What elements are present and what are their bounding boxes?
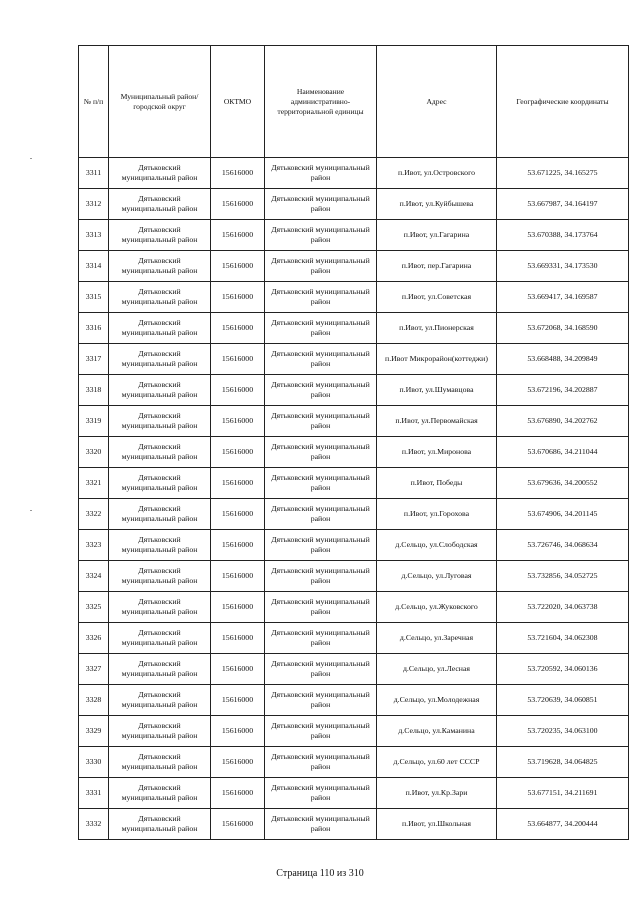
address-cell: п.Ивот, ул.Островского <box>377 158 497 189</box>
unit-name-cell: Дятьковский муниципальный район <box>265 282 377 313</box>
coordinates-cell: 53.720235, 34.063100 <box>497 716 629 747</box>
coordinates-cell: 53.671225, 34.165275 <box>497 158 629 189</box>
coordinates-cell: 53.669417, 34.169587 <box>497 282 629 313</box>
row-number: 3317 <box>79 344 109 375</box>
table-row <box>79 592 629 623</box>
coordinates-cell: 53.667987, 34.164197 <box>497 189 629 220</box>
row-number: 3314 <box>79 251 109 282</box>
district-cell: Дятьковский муниципальный район <box>109 530 211 561</box>
row-number: 3330 <box>79 747 109 778</box>
address-cell: п.Ивот, ул.Миронова <box>377 437 497 468</box>
table-row <box>79 282 629 313</box>
coordinates-cell: 53.722020, 34.063738 <box>497 592 629 623</box>
table-row <box>79 251 629 282</box>
table-row <box>79 623 629 654</box>
col-header-number: № п/п <box>79 46 109 158</box>
oktmo-cell: 15616000 <box>211 809 265 840</box>
coordinates-cell: 53.721604, 34.062308 <box>497 623 629 654</box>
coordinates-cell: 53.670388, 34.173764 <box>497 220 629 251</box>
oktmo-cell: 15616000 <box>211 375 265 406</box>
col-header-unit-name: Наименование административно-территориальной единицы <box>265 46 377 158</box>
coordinates-cell: 53.719628, 34.064825 <box>497 747 629 778</box>
table-row <box>79 685 629 716</box>
oktmo-cell: 15616000 <box>211 437 265 468</box>
table-row <box>79 344 629 375</box>
row-number: 3312 <box>79 189 109 220</box>
unit-name-cell: Дятьковский муниципальный район <box>265 623 377 654</box>
district-cell: Дятьковский муниципальный район <box>109 251 211 282</box>
address-cell: д.Сельцо, ул.Молодежная <box>377 685 497 716</box>
table-row <box>79 530 629 561</box>
unit-name-cell: Дятьковский муниципальный район <box>265 468 377 499</box>
table-row <box>79 468 629 499</box>
row-number: 3322 <box>79 499 109 530</box>
district-cell: Дятьковский муниципальный район <box>109 158 211 189</box>
address-cell: д.Сельцо, ул.Лесная <box>377 654 497 685</box>
table-row <box>79 375 629 406</box>
district-cell: Дятьковский муниципальный район <box>109 592 211 623</box>
oktmo-cell: 15616000 <box>211 654 265 685</box>
unit-name-cell: Дятьковский муниципальный район <box>265 716 377 747</box>
scan-mark <box>30 510 32 511</box>
row-number: 3332 <box>79 809 109 840</box>
table-row <box>79 437 629 468</box>
table-row <box>79 499 629 530</box>
unit-name-cell: Дятьковский муниципальный район <box>265 499 377 530</box>
oktmo-cell: 15616000 <box>211 716 265 747</box>
address-cell: п.Ивот, ул.Пионерская <box>377 313 497 344</box>
oktmo-cell: 15616000 <box>211 623 265 654</box>
unit-name-cell: Дятьковский муниципальный район <box>265 747 377 778</box>
table-row <box>79 189 629 220</box>
table-row <box>79 406 629 437</box>
unit-name-cell: Дятьковский муниципальный район <box>265 778 377 809</box>
col-header-district: Муниципальный район/городской округ <box>109 46 211 158</box>
col-header-oktmo: ОКТМО <box>211 46 265 158</box>
address-cell: д.Сельцо, ул.60 лет СССР <box>377 747 497 778</box>
unit-name-cell: Дятьковский муниципальный район <box>265 561 377 592</box>
oktmo-cell: 15616000 <box>211 251 265 282</box>
coordinates-cell: 53.672068, 34.168590 <box>497 313 629 344</box>
coordinates-cell: 53.669331, 34.173530 <box>497 251 629 282</box>
district-cell: Дятьковский муниципальный район <box>109 375 211 406</box>
header-row <box>79 46 629 158</box>
district-cell: Дятьковский муниципальный район <box>109 561 211 592</box>
registry-table <box>78 45 629 840</box>
table-row <box>79 716 629 747</box>
district-cell: Дятьковский муниципальный район <box>109 809 211 840</box>
district-cell: Дятьковский муниципальный район <box>109 623 211 654</box>
coordinates-cell: 53.720592, 34.060136 <box>497 654 629 685</box>
address-cell: п.Ивот, Победы <box>377 468 497 499</box>
unit-name-cell: Дятьковский муниципальный район <box>265 220 377 251</box>
address-cell: д.Сельцо, ул.Жуковского <box>377 592 497 623</box>
address-cell: п.Ивот, ул.Школьная <box>377 809 497 840</box>
oktmo-cell: 15616000 <box>211 499 265 530</box>
row-number: 3316 <box>79 313 109 344</box>
oktmo-cell: 15616000 <box>211 778 265 809</box>
district-cell: Дятьковский муниципальный район <box>109 220 211 251</box>
address-cell: п.Ивот, ул.Советская <box>377 282 497 313</box>
unit-name-cell: Дятьковский муниципальный район <box>265 344 377 375</box>
district-cell: Дятьковский муниципальный район <box>109 499 211 530</box>
scan-mark <box>30 158 32 159</box>
oktmo-cell: 15616000 <box>211 468 265 499</box>
table-row <box>79 158 629 189</box>
unit-name-cell: Дятьковский муниципальный район <box>265 437 377 468</box>
district-cell: Дятьковский муниципальный район <box>109 778 211 809</box>
unit-name-cell: Дятьковский муниципальный район <box>265 375 377 406</box>
row-number: 3327 <box>79 654 109 685</box>
district-cell: Дятьковский муниципальный район <box>109 747 211 778</box>
row-number: 3323 <box>79 530 109 561</box>
unit-name-cell: Дятьковский муниципальный район <box>265 809 377 840</box>
unit-name-cell: Дятьковский муниципальный район <box>265 313 377 344</box>
address-cell: п.Ивот, пер.Гагарина <box>377 251 497 282</box>
district-cell: Дятьковский муниципальный район <box>109 282 211 313</box>
coordinates-cell: 53.676890, 34.202762 <box>497 406 629 437</box>
unit-name-cell: Дятьковский муниципальный район <box>265 592 377 623</box>
oktmo-cell: 15616000 <box>211 220 265 251</box>
row-number: 3329 <box>79 716 109 747</box>
table-row <box>79 654 629 685</box>
table-row <box>79 809 629 840</box>
address-cell: п.Ивот, ул.Куйбышева <box>377 189 497 220</box>
address-cell: п.Ивот, ул.Шумавцова <box>377 375 497 406</box>
address-cell: п.Ивот, ул.Гагарина <box>377 220 497 251</box>
table-row <box>79 561 629 592</box>
row-number: 3321 <box>79 468 109 499</box>
unit-name-cell: Дятьковский муниципальный район <box>265 685 377 716</box>
oktmo-cell: 15616000 <box>211 313 265 344</box>
oktmo-cell: 15616000 <box>211 189 265 220</box>
row-number: 3328 <box>79 685 109 716</box>
district-cell: Дятьковский муниципальный район <box>109 468 211 499</box>
address-cell: д.Сельцо, ул.Слободская <box>377 530 497 561</box>
coordinates-cell: 53.679636, 34.200552 <box>497 468 629 499</box>
coordinates-cell: 53.668488, 34.209849 <box>497 344 629 375</box>
unit-name-cell: Дятьковский муниципальный район <box>265 251 377 282</box>
coordinates-cell: 53.732856, 34.052725 <box>497 561 629 592</box>
row-number: 3319 <box>79 406 109 437</box>
district-cell: Дятьковский муниципальный район <box>109 344 211 375</box>
oktmo-cell: 15616000 <box>211 406 265 437</box>
coordinates-cell: 53.674906, 34.201145 <box>497 499 629 530</box>
oktmo-cell: 15616000 <box>211 561 265 592</box>
coordinates-cell: 53.664877, 34.200444 <box>497 809 629 840</box>
unit-name-cell: Дятьковский муниципальный район <box>265 189 377 220</box>
table-row <box>79 778 629 809</box>
row-number: 3326 <box>79 623 109 654</box>
coordinates-cell: 53.677151, 34.211691 <box>497 778 629 809</box>
district-cell: Дятьковский муниципальный район <box>109 654 211 685</box>
row-number: 3311 <box>79 158 109 189</box>
row-number: 3315 <box>79 282 109 313</box>
district-cell: Дятьковский муниципальный район <box>109 437 211 468</box>
address-cell: п.Ивот, ул.Кр.Зари <box>377 778 497 809</box>
col-header-address: Адрес <box>377 46 497 158</box>
district-cell: Дятьковский муниципальный район <box>109 716 211 747</box>
unit-name-cell: Дятьковский муниципальный район <box>265 158 377 189</box>
table-row <box>79 220 629 251</box>
coordinates-cell: 53.720639, 34.060851 <box>497 685 629 716</box>
col-header-coordinates: Географические координаты <box>497 46 629 158</box>
address-cell: д.Сельцо, ул.Каманина <box>377 716 497 747</box>
unit-name-cell: Дятьковский муниципальный район <box>265 654 377 685</box>
page-number: Страница 110 из 310 <box>276 868 364 879</box>
district-cell: Дятьковский муниципальный район <box>109 406 211 437</box>
oktmo-cell: 15616000 <box>211 344 265 375</box>
oktmo-cell: 15616000 <box>211 747 265 778</box>
oktmo-cell: 15616000 <box>211 530 265 561</box>
oktmo-cell: 15616000 <box>211 685 265 716</box>
row-number: 3325 <box>79 592 109 623</box>
coordinates-cell: 53.726746, 34.068634 <box>497 530 629 561</box>
coordinates-cell: 53.672196, 34.202887 <box>497 375 629 406</box>
unit-name-cell: Дятьковский муниципальный район <box>265 406 377 437</box>
table-body <box>79 158 629 840</box>
oktmo-cell: 15616000 <box>211 282 265 313</box>
coordinates-cell: 53.670686, 34.211044 <box>497 437 629 468</box>
address-cell: д.Сельцо, ул.Заречная <box>377 623 497 654</box>
unit-name-cell: Дятьковский муниципальный район <box>265 530 377 561</box>
address-cell: п.Ивот Микрорайон(коттеджи) <box>377 344 497 375</box>
address-cell: п.Ивот, ул.Горохова <box>377 499 497 530</box>
row-number: 3313 <box>79 220 109 251</box>
oktmo-cell: 15616000 <box>211 158 265 189</box>
address-cell: п.Ивот, ул.Первомайская <box>377 406 497 437</box>
district-cell: Дятьковский муниципальный район <box>109 189 211 220</box>
district-cell: Дятьковский муниципальный район <box>109 685 211 716</box>
table-row <box>79 313 629 344</box>
row-number: 3318 <box>79 375 109 406</box>
district-cell: Дятьковский муниципальный район <box>109 313 211 344</box>
row-number: 3324 <box>79 561 109 592</box>
row-number: 3331 <box>79 778 109 809</box>
row-number: 3320 <box>79 437 109 468</box>
address-cell: д.Сельцо, ул.Луговая <box>377 561 497 592</box>
table-row <box>79 747 629 778</box>
oktmo-cell: 15616000 <box>211 592 265 623</box>
